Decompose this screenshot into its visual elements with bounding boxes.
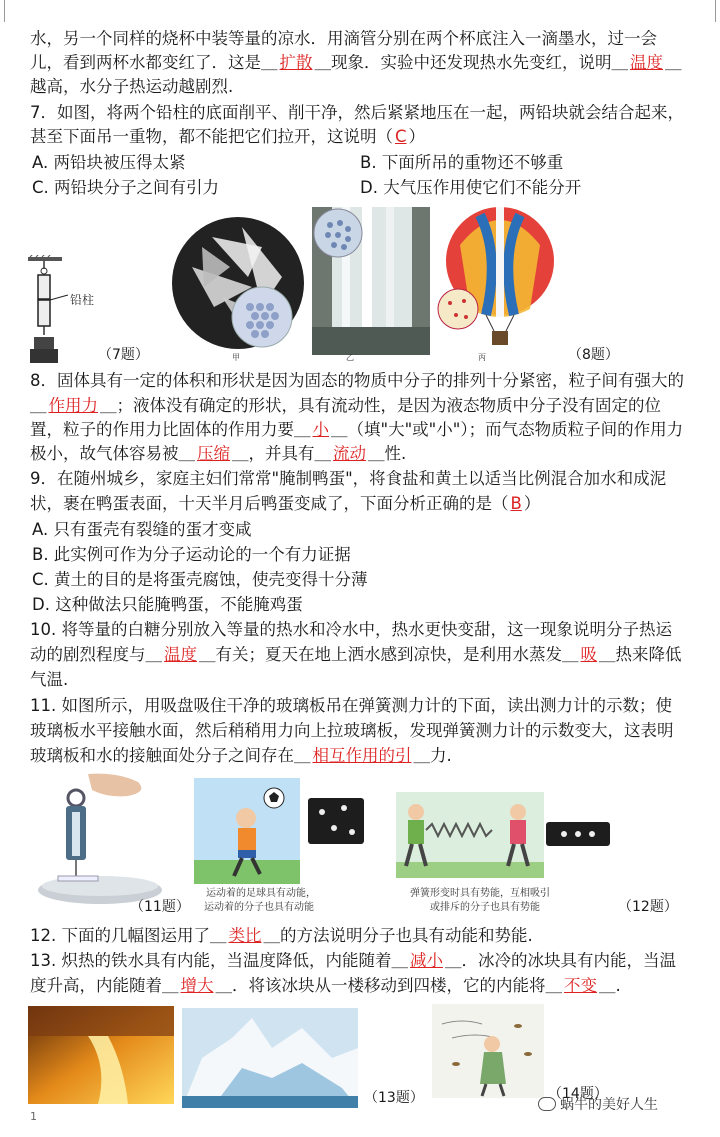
q9-option-c: C. 黄土的目的是将蛋壳腐蚀，使壳变得十分薄 — [32, 570, 368, 589]
q9-option-b: B. 此实例可作为分子运动论的一个有力证据 — [32, 545, 351, 564]
q9-option-a: A. 只有蛋壳有裂缝的蛋才变咸 — [32, 520, 252, 539]
q11-answer: 相互作用的引 — [312, 746, 412, 765]
label-yi: 乙 — [346, 353, 354, 362]
q8-line-1: 8．固体具有一定的体积和形状是因为固态的物质中分子的排列十分紧密，粒子间有强大的 — [30, 371, 684, 390]
q13-answer-3: 不变 — [564, 976, 597, 995]
q10-line-1: 10. 将等量的白糖分别放入等量的热水和冷水中，热水更快变甜，这一现象说明分子热运 — [30, 620, 672, 639]
q10-line-3: 气温. — [30, 670, 69, 689]
caption-q11: （11题） — [130, 899, 190, 915]
ice-floe-figure — [182, 1008, 358, 1108]
q13-answer-2: 增大 — [180, 976, 214, 995]
answer-temperature: 温度 — [630, 53, 663, 72]
q12-line-1: 12. 下面的几幅图运用了＿ 类比 ＿的方法说明分子也具有动能和势能. — [30, 926, 533, 945]
intro-line-1: 水，另一个同样的烧杯中装等量的凉水．用滴管分别在两个杯底注入一滴墨水，过一会 — [30, 29, 657, 48]
q8-answer-1: 作用力 — [48, 396, 98, 415]
q9-line-1: 9．在随州城乡，家庭主妇们常常"腌制鸭蛋"，将食盐和黄土以适当比例混合加水和成泥 — [30, 469, 667, 488]
q10-answer-1: 温度 — [164, 645, 197, 664]
q7-line-1: 7．如图，将两个铅柱的底面削平、削干净，然后紧紧地压在一起，两铅块就会结合起来， — [30, 103, 684, 122]
windy-woman-figure — [432, 1004, 544, 1098]
q9-answer: B — [510, 494, 522, 513]
wechat-icon — [538, 1097, 556, 1111]
q7-option-d: D. 大气压作用使它们不能分开 — [360, 178, 582, 197]
hot-air-balloon-figure-bing — [436, 205, 558, 355]
q8-line-2: ＿ 作用力 ＿；液体没有确定的形状，具有流动性，是因为液态物质中分子没有固定的位 — [30, 396, 661, 415]
tug-spring-figure — [396, 792, 544, 878]
watermark: 蜗牛的美好人生 — [538, 1094, 658, 1114]
intro-line-3: 越高，水分子热运动越剧烈. — [30, 77, 234, 96]
attracting-molecules-figure — [546, 822, 610, 846]
lead-cylinders-figure — [26, 255, 96, 365]
q9-option-d: D. 这种做法只能腌鸭蛋，不能腌鸡蛋 — [32, 595, 303, 614]
q7-option-a: A. 两铅块被压得太紧 — [32, 153, 186, 172]
q7-answer: C — [395, 127, 407, 146]
q13-answer-1: 减小 — [410, 951, 443, 970]
spring-caption-2: 或排斥的分子也具有势能 — [430, 902, 540, 913]
q9-line-2: 状，裹在鸭蛋表面，十天半月后鸭蛋变咸了，下面分析正确的是（ B ） — [30, 494, 541, 513]
q10-answer-2: 吸 — [580, 645, 597, 664]
q11-line-2: 玻璃板水平接触水面，然后稍稍用力向上拉玻璃板，发现弹簧测力计的示数变大，这表明 — [30, 721, 674, 740]
q11-line-1: 11. 如图所示，用吸盘吸住干净的玻璃板吊在弹簧测力计的下面，读出测力计的示数；使 — [30, 696, 672, 715]
page-number: 1 — [30, 1110, 37, 1123]
q12-answer: 类比 — [228, 926, 262, 945]
page-corner-right — [693, 0, 716, 22]
caption-q13: （13题） — [364, 1090, 424, 1106]
caption-q7: （7题） — [98, 347, 149, 363]
q10-line-2: 动的剧烈程度与＿ 温度 ＿有关；夏天在地上洒水感到凉快，是利用水蒸发＿ 吸 ＿热来降低 — [30, 645, 682, 664]
soccer-caption-2: 运动着的分子也具有动能 — [204, 902, 314, 913]
q8-answer-4: 流动 — [333, 444, 366, 463]
label-bing: 丙 — [478, 353, 486, 362]
q8-answer-2: 小 — [312, 420, 329, 439]
soccer-caption-1: 运动着的足球具有动能， — [206, 888, 316, 899]
page-corner-left — [4, 0, 27, 22]
intro-line-2: 儿，看到两杯水都变红了．这是＿ 扩散 ＿现象．实验中还发现热水先变红，说明＿ 温度 ＿ — [30, 53, 682, 72]
q7-line-2: 甚至下面吊一重物，都不能把它们拉开，这说明（ C ） — [30, 127, 426, 146]
q8-answer-3: 压缩 — [197, 444, 230, 463]
q11-line-3: 玻璃板和水的接触面处分子之间存在＿ 相互作用的引 ＿力. — [30, 746, 452, 765]
spring-scale-glass-figure — [28, 772, 178, 912]
answer-diffusion: 扩散 — [279, 53, 313, 72]
crystal-figure-jia — [152, 207, 310, 355]
caption-q12: （12题） — [618, 899, 678, 915]
label-jia: 甲 — [232, 353, 240, 362]
caption-q8: （8题） — [568, 347, 619, 363]
soccer-player-figure — [194, 778, 300, 884]
waterfall-figure-yi — [312, 207, 430, 355]
q7-option-c: C. 两铅块分子之间有引力 — [32, 178, 220, 197]
q7-option-b: B. 下面所吊的重物还不够重 — [360, 153, 564, 172]
molten-iron-figure — [28, 1006, 174, 1104]
caption-q14: （14题） — [548, 1086, 608, 1102]
lead-label: 铅柱 — [70, 293, 95, 307]
q13-line-1: 13. 炽热的铁水具有内能，当温度降低，内能随着＿ 减小 ＿．冰冷的冰块具有内能，当温 — [30, 951, 676, 970]
q8-line-3: 置，粒子的作用力比固体的作用力要＿ 小 ＿（填"大"或"小"）；而气态物质粒子间的作用力 — [30, 420, 684, 439]
q13-line-2: 度升高，内能随着＿ 增大 ＿．将该冰块从一楼移动到四楼，它的内能将＿ 不变 ＿. — [30, 976, 621, 995]
spring-caption-1: 弹簧形变时具有势能，互相吸引 — [410, 888, 550, 899]
q8-line-4: 极小，故气体容易被＿ 压缩 ＿，并具有＿ 流动 ＿性. — [30, 444, 407, 463]
moving-molecules-figure — [308, 798, 364, 844]
